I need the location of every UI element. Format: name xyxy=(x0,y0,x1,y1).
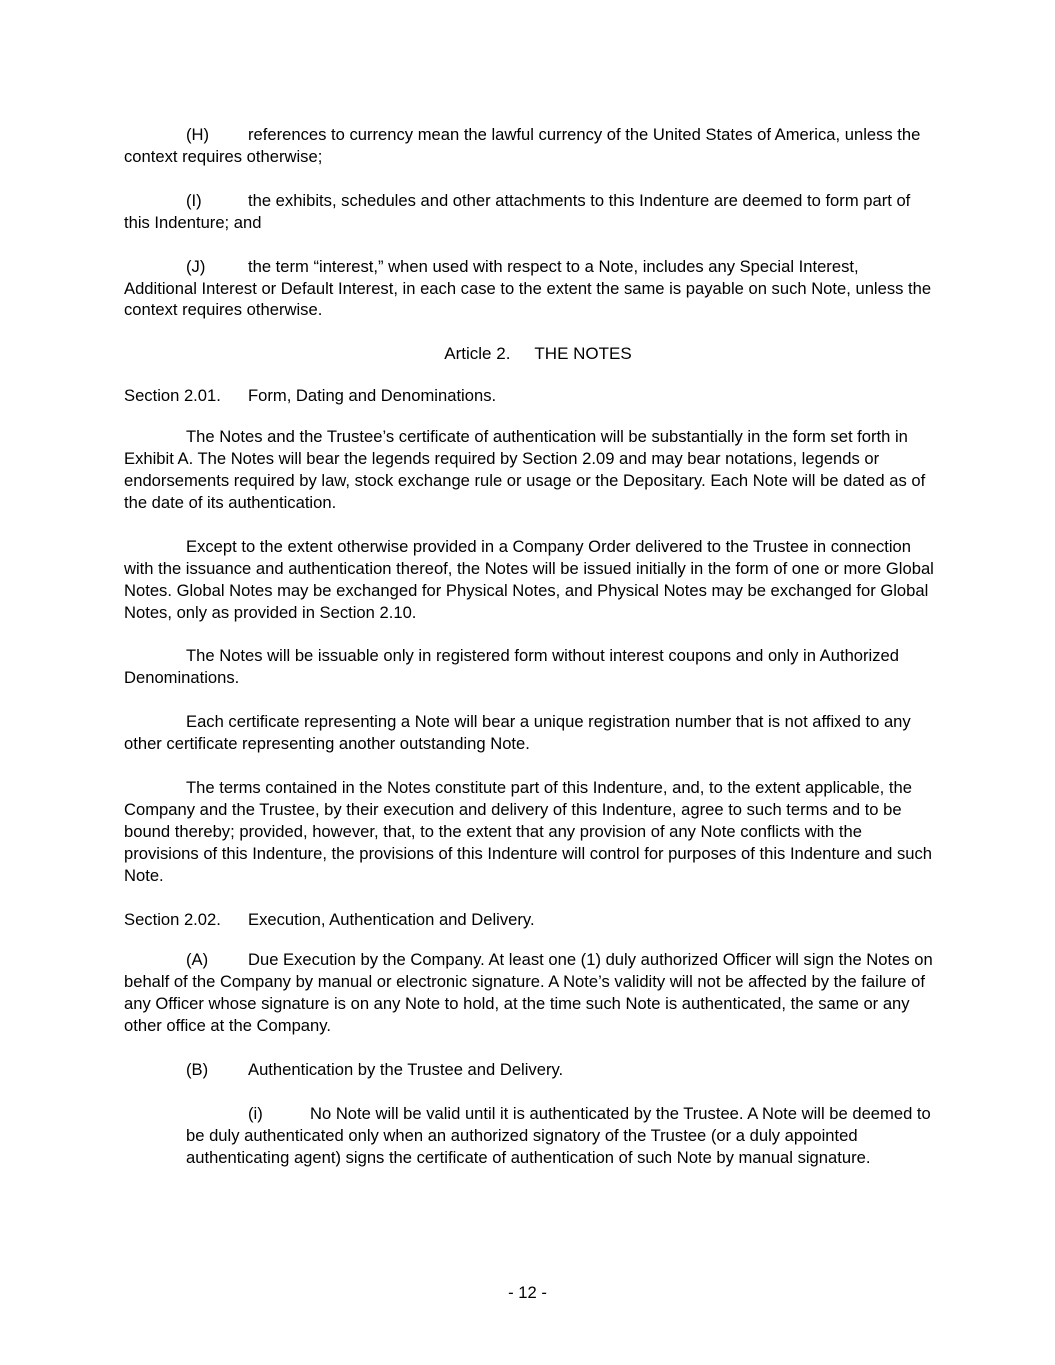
item-b-i-label: (i) xyxy=(248,1104,263,1123)
section-2-02-item-b xyxy=(124,1059,934,1081)
article-number: Article 2. xyxy=(444,344,511,364)
definition-i-text: the exhibits, schedules and other attachments to this Indenture are deemed to form part of this Indenture; and xyxy=(124,190,911,232)
section-2-02-item-b-i xyxy=(186,1103,934,1169)
article-heading xyxy=(124,343,934,365)
definition-i-label: (I) xyxy=(186,190,202,210)
definition-h-text: references to currency mean the lawful currency of the United States of America, unless the context requires otherwise; xyxy=(124,125,921,166)
section-2-02-title: Execution, Authentication and Delivery. xyxy=(248,909,535,929)
definition-i xyxy=(124,190,934,234)
definition-j-label: (J) xyxy=(186,256,206,276)
section-2-01-paragraph: The terms contained in the Notes constitute part of this Indenture, and, to the extent applicable, the Company and the Trustee, by their execution and delivery of this Indenture, agree to such terms and to be bound thereby; provided, however, that, to the extent that any provision of any Note conflicts with the provisions of this Indenture, the provisions of this Indenture will control for purposes of this Indenture and such Note. xyxy=(124,778,933,885)
section-2-02-number: Section 2.02. xyxy=(124,909,221,929)
article-title: THE NOTES xyxy=(534,344,632,364)
section-2-01-paragraph: The Notes and the Trustee’s certificate of authentication will be substantially in the form set forth in Exhibit A. The Notes will bear the legends required by Section 2.09 and may bear notations, legends or endorsements required by law, stock exchange rule or usage or the Depositary. Each Note will be dated as of the date of its authentication. xyxy=(124,427,926,512)
section-2-01-paragraph: The Notes will be issuable only in registered form without interest coupons and only in Authorized Denominations. xyxy=(124,646,899,688)
item-a-label: (A) xyxy=(186,950,209,970)
document-page xyxy=(124,124,934,1191)
definition-j-text: the term “interest,” when used with respect to a Note, includes any Special Interest, Additional Interest or Default Interest, in each case to the extent the same is payable on such Note, unless the context requires otherwise. xyxy=(124,256,932,320)
page-number: - 12 - xyxy=(508,1283,547,1302)
item-b-text: Authentication by the Trustee and Delivery. xyxy=(248,1060,564,1080)
item-b-i-text: No Note will be valid until it is authenticated by the Trustee. A Note will be deemed to be duly authenticated only when an authorized signatory of the Trustee (or a duly appointed authenticating agent) signs the certificate of authentication of such Note by manual signature. xyxy=(186,1104,931,1167)
section-2-02-heading xyxy=(124,909,934,931)
definition-j xyxy=(124,256,934,322)
section-2-01-number: Section 2.01. xyxy=(124,386,221,406)
section-2-01-title: Form, Dating and Denominations. xyxy=(248,386,497,406)
section-2-01-heading xyxy=(124,385,934,407)
definition-h-label: (H) xyxy=(186,125,210,144)
section-2-01-paragraph: Each certificate representing a Note will bear a unique registration number that is not affixed to any other certificate representing another outstanding Note. xyxy=(124,712,911,754)
item-a-text: Due Execution by the Company. At least one (1) duly authorized Officer will sign the Notes on behalf of the Company by manual or electronic signature. A Note’s validity will not be affected by the failure of any Officer whose signature is on any Note to hold, at the time such Note is authenticated, the same or any other office at the Company. xyxy=(124,950,933,1036)
definition-h xyxy=(124,124,934,168)
section-2-02-item-a xyxy=(124,949,934,1037)
item-b-label: (B) xyxy=(186,1060,209,1080)
section-2-01-paragraph: Except to the extent otherwise provided in a Company Order delivered to the Trustee in connection with the issuance and authentication thereof, the Notes will be issued initially in the form of one or more Global Notes. Global Notes may be exchanged for Physical Notes, and Physical Notes may be exchanged for Global Notes, only as provided in Section 2.10. xyxy=(124,536,934,622)
